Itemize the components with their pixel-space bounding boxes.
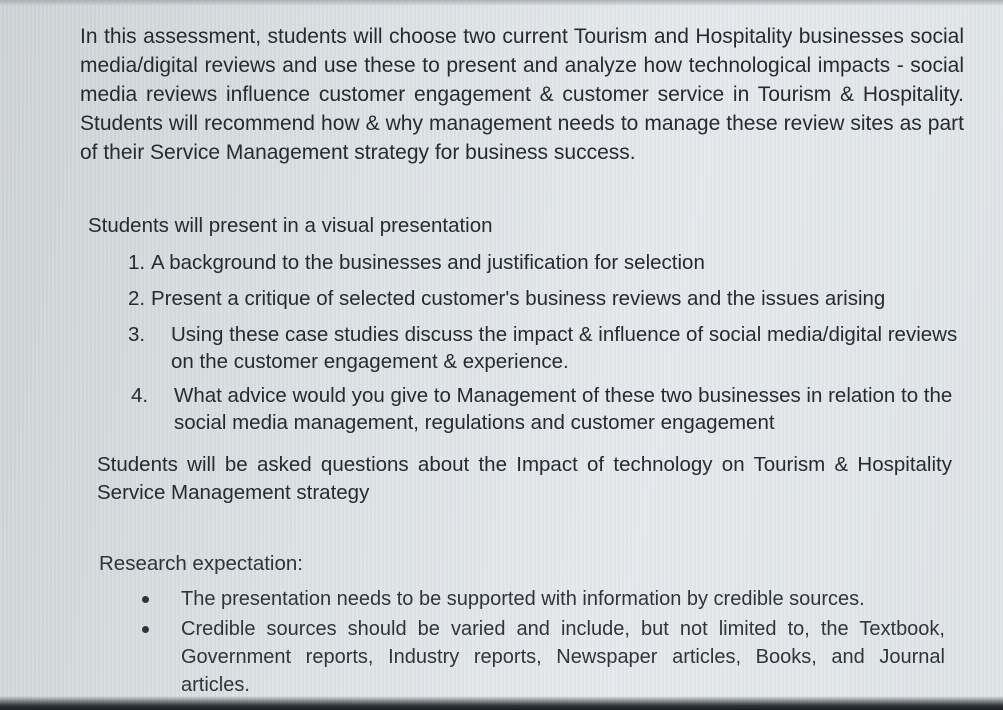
questions-paragraph: Students will be asked questions about the Impact of technology on Tourism & Hospitality Service Management strategy (97, 453, 952, 504)
list-item (131, 382, 958, 436)
list-item (128, 321, 958, 375)
page-top-edge (0, 0, 1003, 6)
list-item-text: The presentation needs to be supported with information by credible sources. (181, 588, 865, 610)
list-item-text: Credible sources should be varied and include, but not limited to, the Textbook, Government reports, Industry reports, Newspaper articles, Books, and Journal articles. (181, 618, 945, 696)
research-bullet-list (140, 585, 945, 699)
list-item-number: 4. (131, 384, 149, 407)
bullet-icon (142, 626, 149, 633)
list-item (140, 615, 945, 699)
page-bottom-edge (0, 696, 1003, 710)
list-item (128, 249, 958, 276)
bullet-icon (142, 596, 149, 603)
assessment-intro-paragraph: In this assessment, students will choose two current Tourism and Hospitality businesses social media/digital reviews and use these to present and analyze how technological impacts - social media reviews influence customer engagement & customer service in Tourism & Hospitality. Students will recommend how & why management needs to manage these review sites as part of their Service Management strategy for business success. (80, 25, 964, 164)
list-item-text: Using these case studies discuss the impact & influence of social media/digital reviews on the customer engagement & experience. (171, 323, 958, 373)
list-item-number: 1. (128, 251, 146, 274)
research-heading: Research expectation: (99, 552, 303, 575)
presentation-requirements-list (128, 249, 958, 445)
list-item-number: 3. (128, 323, 146, 346)
list-item-text: A background to the businesses and justification for selection (151, 251, 705, 274)
list-item-text: What advice would you give to Management of these two businesses in relation to the social media management, regulations and customer engagement (174, 384, 953, 434)
list-item-text: Present a critique of selected customer's business reviews and the issues arising (151, 287, 886, 310)
list-item (140, 585, 945, 613)
list-item-number: 2. (128, 287, 146, 310)
presentation-intro: Students will present in a visual presentation (88, 214, 493, 237)
list-item (128, 285, 958, 312)
